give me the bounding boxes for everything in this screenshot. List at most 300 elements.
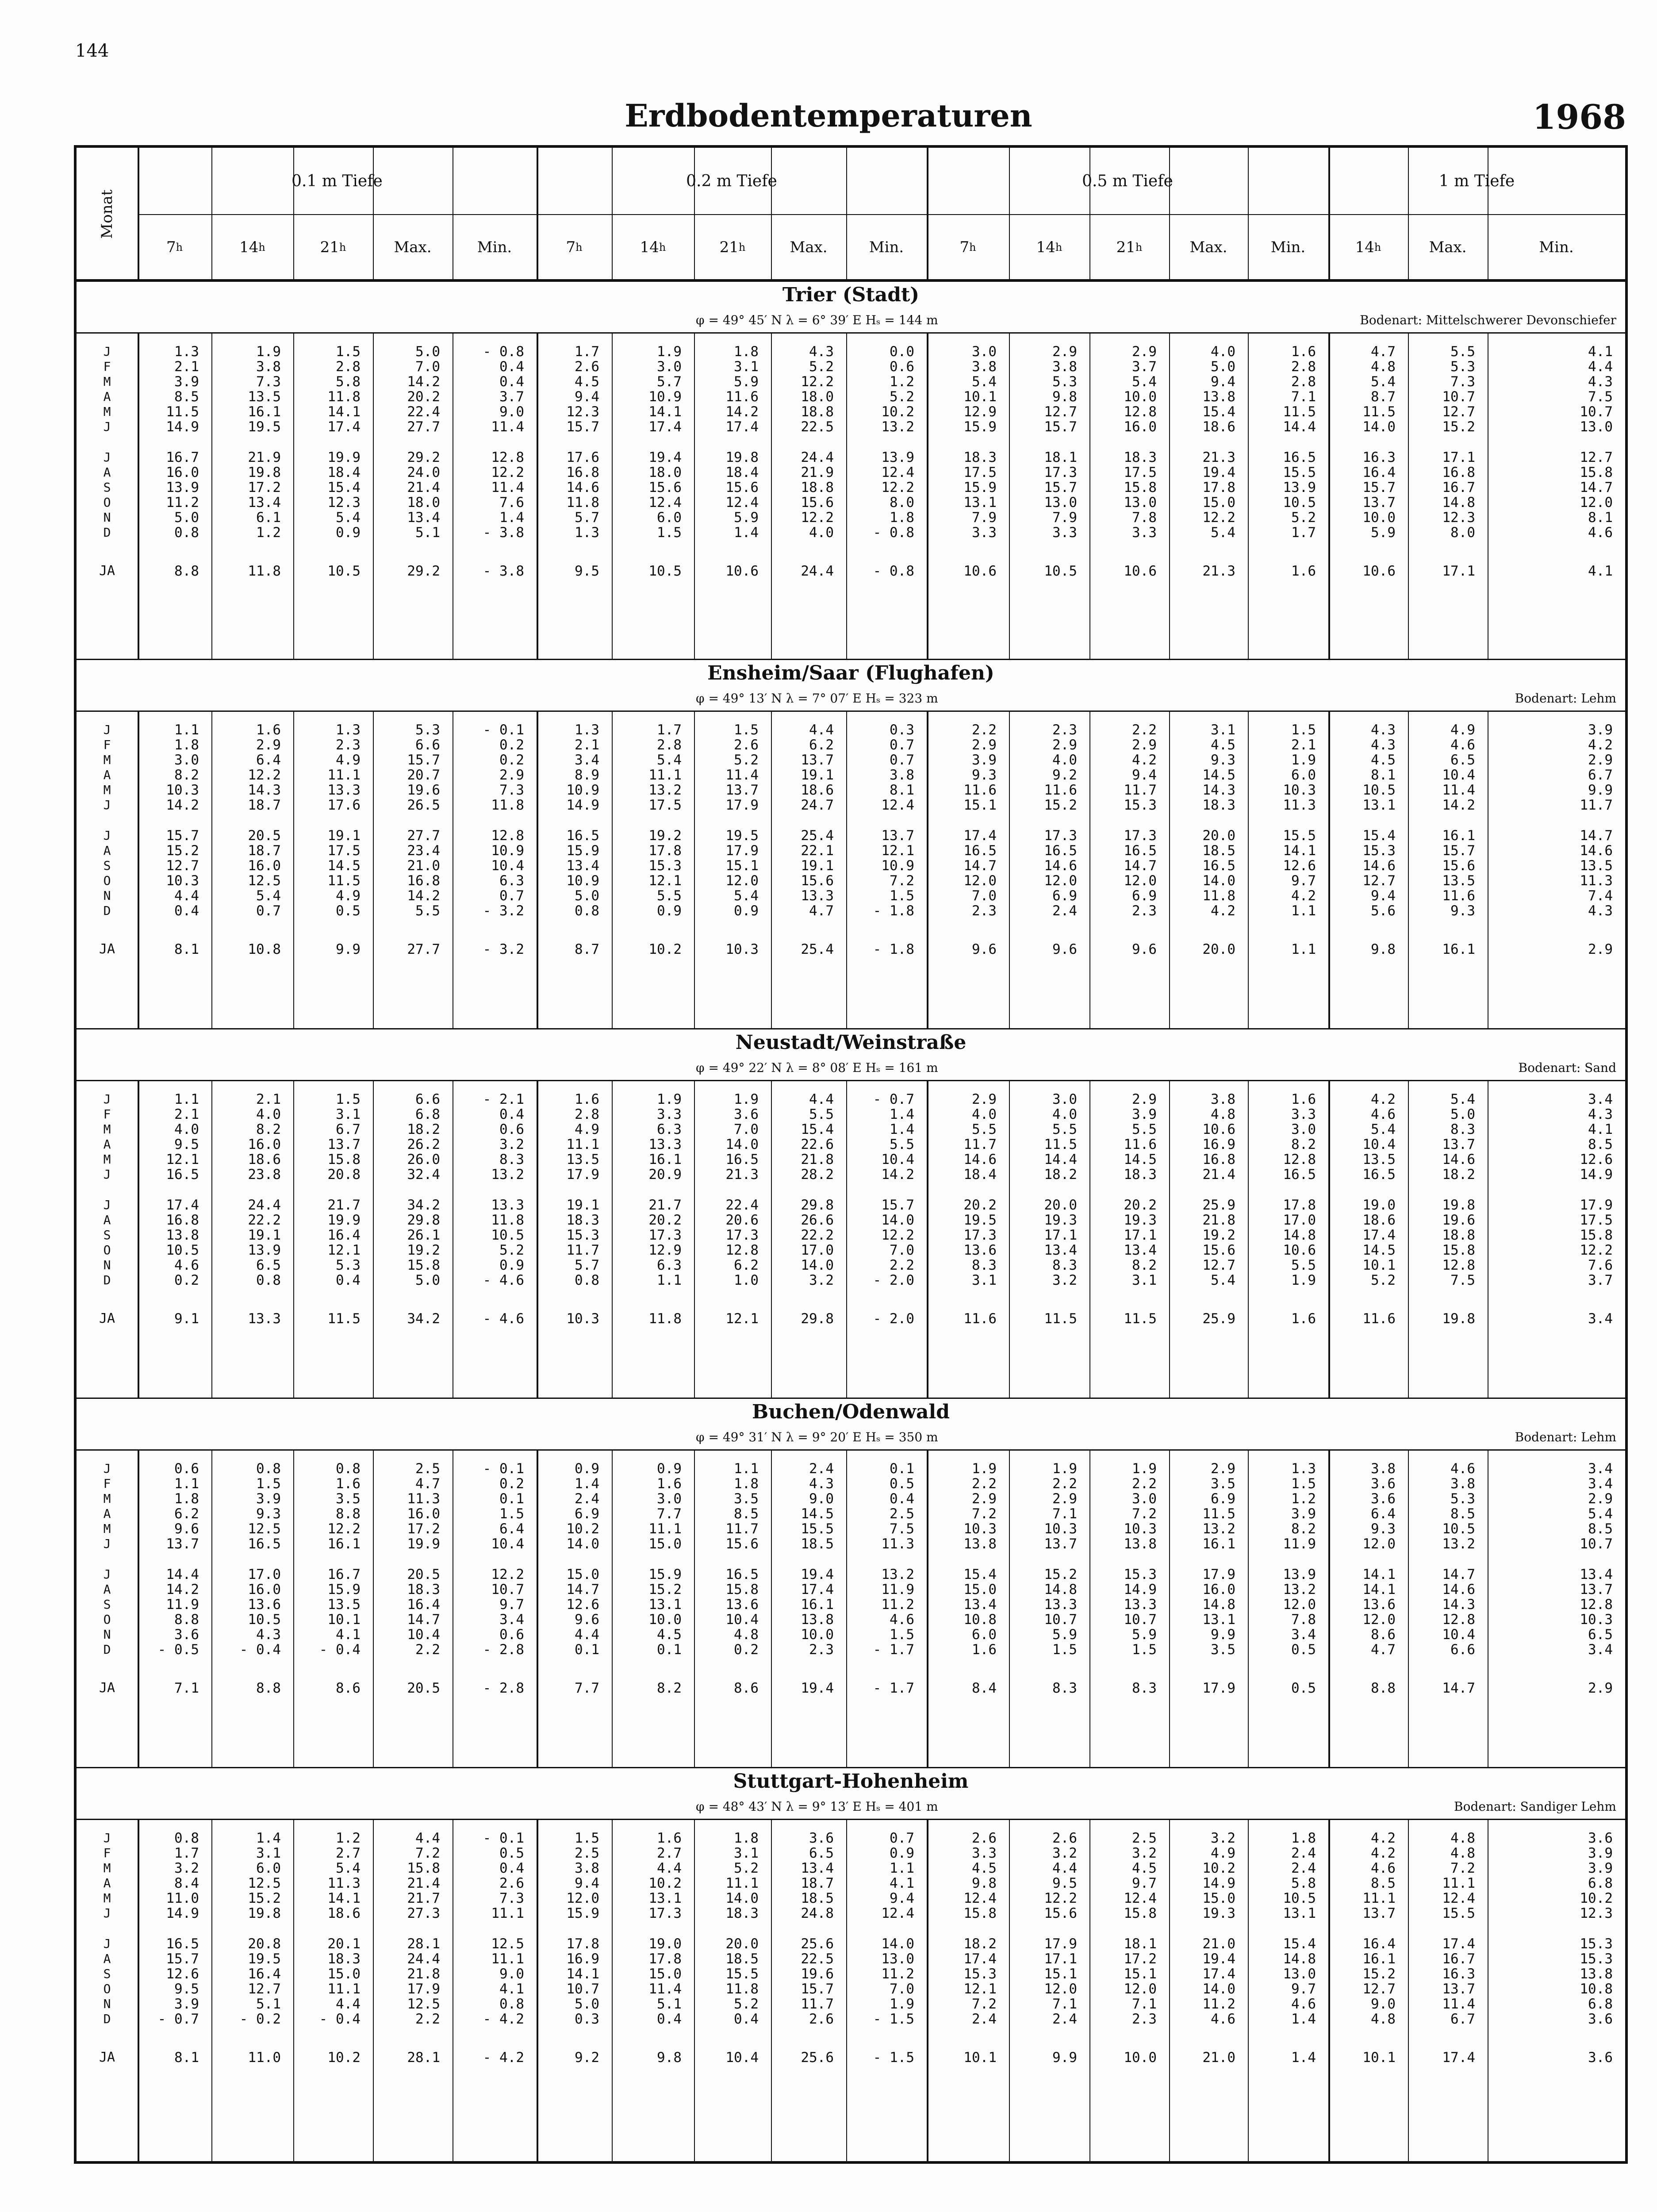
table-cell: 18.6	[1202, 419, 1235, 435]
month-row	[77, 1951, 1625, 1966]
table-cell: 0.6	[499, 1627, 524, 1643]
table-cell: 7.1	[174, 1680, 199, 1696]
table-cell: 1.9	[256, 344, 281, 360]
table-cell: 10.2	[1580, 1890, 1613, 1906]
table-cell: 12.2	[801, 510, 834, 526]
table-cell: 24.4	[248, 1197, 281, 1213]
table-cell: 23.4	[407, 843, 440, 859]
table-cell: - 1.5	[873, 2050, 914, 2066]
table-cell: 18.2	[1442, 1167, 1475, 1183]
table-cell: 12.2	[1202, 510, 1235, 526]
page-title: Erdbodentemperaturen	[625, 97, 1032, 134]
table-cell: 6.2	[734, 1257, 759, 1273]
table-cell: 0.6	[890, 359, 914, 375]
table-cell: - 0.8	[873, 563, 914, 579]
month-row	[77, 1122, 1625, 1137]
month-row	[77, 1092, 1625, 1107]
table-cell: 4.3	[1588, 1106, 1613, 1122]
table-cell: 11.2	[166, 495, 199, 511]
table-cell: 10.3	[1283, 782, 1316, 798]
table-cell: 0.4	[174, 903, 199, 919]
table-cell: 24.4	[407, 1951, 440, 1967]
month-row	[77, 873, 1625, 888]
table-cell: 6.8	[1588, 1996, 1613, 2012]
table-cell: 3.1	[336, 1106, 361, 1122]
table-cell: 10.0	[648, 1612, 682, 1628]
table-cell: 13.4	[407, 510, 440, 526]
table-cell: 5.5	[1291, 1257, 1316, 1273]
table-cell: 19.3	[1124, 1212, 1157, 1228]
station-name: Stuttgart-Hohenheim	[733, 1770, 969, 1793]
table-cell: - 2.0	[873, 1311, 914, 1327]
table-cell: 12.2	[881, 480, 914, 495]
table-cell: 18.4	[725, 465, 759, 480]
table-cell: 3.0	[1132, 1491, 1157, 1507]
table-cell: 17.9	[1044, 1936, 1077, 1952]
table-cell: 19.1	[566, 1197, 599, 1213]
table-cell: 14.1	[327, 1890, 361, 1906]
table-cell: 9.4	[575, 389, 599, 405]
table-cell: 10.4	[725, 2050, 759, 2066]
table-cell: 4.3	[256, 1627, 281, 1643]
table-cell: 1.5	[734, 722, 759, 738]
table-cell: 14.1	[327, 404, 361, 420]
table-cell: 21.3	[1202, 563, 1235, 579]
table-cell: 4.4	[174, 888, 199, 904]
table-cell: 15.8	[963, 1905, 997, 1921]
table-cell: 4.5	[1132, 1860, 1157, 1876]
table-cell: 15.7	[801, 1981, 834, 1997]
table-cell: 1.4	[256, 1830, 281, 1846]
month-row	[77, 1936, 1625, 1951]
table-cell: 6.4	[499, 1521, 524, 1537]
table-cell: 10.6	[725, 563, 759, 579]
table-cell: 14.8	[1044, 1582, 1077, 1598]
table-cell: 13.0	[881, 1951, 914, 1967]
table-cell: 1.8	[174, 1491, 199, 1507]
table-cell: 19.5	[248, 1951, 281, 1967]
table-cell: 15.6	[801, 495, 834, 511]
table-cell: 6.3	[657, 1257, 682, 1273]
table-cell: 12.5	[248, 1875, 281, 1891]
table-cell: 5.8	[1291, 1875, 1316, 1891]
table-cell: 6.1	[256, 510, 281, 526]
month-label: F	[103, 359, 111, 374]
table-cell: 14.1	[1362, 1582, 1396, 1598]
table-cell: 14.7	[1580, 480, 1613, 495]
table-cell: 8.3	[1132, 1680, 1157, 1696]
month-row	[77, 495, 1625, 510]
table-cell: 14.2	[725, 404, 759, 420]
table-cell: 12.5	[248, 1521, 281, 1537]
table-cell: 3.8	[1450, 1476, 1475, 1492]
table-cell: 7.9	[972, 510, 997, 526]
table-cell: 15.6	[1044, 1905, 1077, 1921]
table-cell: 18.3	[327, 1951, 361, 1967]
table-cell: 15.2	[1362, 1966, 1396, 1982]
table-cell: 11.4	[491, 419, 524, 435]
table-cell: 0.5	[336, 903, 361, 919]
table-cell: 6.4	[256, 752, 281, 768]
table-cell: 13.9	[881, 449, 914, 465]
table-cell: 15.6	[1442, 858, 1475, 874]
table-cell: 13.1	[648, 1890, 682, 1906]
table-cell: 29.8	[801, 1197, 834, 1213]
table-cell: 9.7	[1291, 873, 1316, 889]
table-cell: 16.5	[166, 1167, 199, 1183]
month-row	[77, 480, 1625, 495]
table-cell: 5.0	[1211, 359, 1235, 375]
month-row	[77, 344, 1625, 359]
table-cell: 20.0	[725, 1936, 759, 1952]
table-cell: 16.5	[166, 1936, 199, 1952]
table-cell: 19.1	[248, 1227, 281, 1243]
table-cell: - 4.2	[483, 2050, 524, 2066]
column-header-label: Min.	[1270, 238, 1306, 256]
table-cell: 10.7	[1442, 389, 1475, 405]
column-header	[293, 214, 373, 280]
table-cell: 13.7	[1044, 1536, 1077, 1552]
table-cell: 9.3	[1371, 1521, 1396, 1537]
table-cell: 5.2	[734, 752, 759, 768]
table-cell: - 1.7	[873, 1680, 914, 1696]
table-cell: 14.6	[1442, 1152, 1475, 1167]
table-cell: 1.6	[1291, 1091, 1316, 1107]
table-cell: 0.7	[890, 752, 914, 768]
table-cell: 16.7	[166, 449, 199, 465]
table-cell: 16.1	[1362, 1951, 1396, 1967]
table-cell: 10.3	[566, 1311, 599, 1327]
table-cell: 25.9	[1202, 1197, 1235, 1213]
table-cell: 19.5	[963, 1212, 997, 1228]
table-cell: 12.0	[566, 1890, 599, 1906]
month-row	[77, 1906, 1625, 1921]
table-cell: 17.6	[566, 449, 599, 465]
table-cell: 19.0	[648, 1936, 682, 1952]
table-cell: 1.5	[890, 888, 914, 904]
column-header	[453, 214, 537, 280]
table-cell: 16.4	[1362, 465, 1396, 480]
table-cell: 4.7	[415, 1476, 440, 1492]
table-cell: 16.1	[327, 1536, 361, 1552]
table-cell: 11.4	[725, 767, 759, 783]
table-cell: 10.3	[725, 941, 759, 957]
table-cell: 10.4	[491, 858, 524, 874]
table-cell: - 3.2	[483, 941, 524, 957]
table-cell: 15.9	[648, 1567, 682, 1582]
table-cell: 3.4	[1588, 1642, 1613, 1658]
table-cell: 16.4	[1362, 1936, 1396, 1952]
table-cell: 15.4	[1362, 828, 1396, 844]
table-cell: 5.7	[657, 374, 682, 390]
table-cell: 8.8	[336, 1506, 361, 1522]
table-cell: 20.2	[963, 1197, 997, 1213]
table-cell: 17.4	[801, 1582, 834, 1598]
table-cell: 3.9	[1132, 1106, 1157, 1122]
table-cell: 6.0	[256, 1860, 281, 1876]
table-cell: 4.0	[256, 1106, 281, 1122]
table-cell: 0.7	[256, 903, 281, 919]
month-label: S	[103, 1966, 111, 1981]
table-cell: 3.0	[1291, 1121, 1316, 1137]
table-cell: 1.4	[499, 510, 524, 526]
table-cell: 26.0	[407, 1152, 440, 1167]
table-cell: 3.4	[575, 752, 599, 768]
table-cell: 22.4	[407, 404, 440, 420]
table-cell: 2.8	[336, 359, 361, 375]
table-cell: 9.5	[174, 1137, 199, 1152]
month-label: D	[103, 525, 111, 540]
table-cell: 4.4	[575, 1627, 599, 1643]
table-cell: 0.8	[499, 1996, 524, 2012]
table-cell: 6.9	[575, 1506, 599, 1522]
table-cell: 12.8	[491, 449, 524, 465]
month-label: F	[103, 1846, 111, 1860]
table-cell: 15.6	[801, 873, 834, 889]
month-label: J	[103, 1567, 111, 1582]
table-cell: 12.2	[801, 374, 834, 390]
table-cell: 6.7	[336, 1121, 361, 1137]
table-cell: 3.3	[657, 1106, 682, 1122]
table-cell: 8.8	[174, 1612, 199, 1628]
table-cell: 12.0	[1124, 1981, 1157, 1997]
month-row	[77, 1891, 1625, 1906]
table-cell: 29.2	[407, 563, 440, 579]
table-cell: 0.6	[499, 1121, 524, 1137]
table-cell: 11.1	[1442, 1875, 1475, 1891]
table-cell: 5.2	[890, 389, 914, 405]
table-cell: 2.3	[1132, 2011, 1157, 2027]
table-cell: 1.5	[336, 1091, 361, 1107]
table-cell: 3.3	[1132, 525, 1157, 541]
table-cell: 16.7	[1442, 1951, 1475, 1967]
table-cell: 17.6	[327, 797, 361, 813]
month-row	[77, 1536, 1625, 1551]
table-cell: 9.6	[174, 1521, 199, 1537]
table-cell: 11.8	[491, 797, 524, 813]
table-cell: 9.3	[256, 1506, 281, 1522]
table-cell: 12.5	[491, 1936, 524, 1952]
table-cell: 0.4	[336, 1272, 361, 1288]
table-cell: 21.3	[1202, 449, 1235, 465]
table-cell: 8.8	[174, 563, 199, 579]
table-cell: 16.4	[327, 1227, 361, 1243]
soil-temperature-table	[74, 145, 1628, 2164]
table-cell: 5.5	[1450, 344, 1475, 360]
table-cell: 8.3	[972, 1257, 997, 1273]
table-cell: 14.9	[1202, 1875, 1235, 1891]
table-cell: 1.6	[1291, 344, 1316, 360]
table-cell: 13.8	[1580, 1966, 1613, 1982]
table-cell: 9.8	[1052, 389, 1077, 405]
table-cell: 4.2	[1588, 737, 1613, 753]
table-cell: 0.8	[256, 1272, 281, 1288]
table-cell: 29.8	[801, 1311, 834, 1327]
table-cell: 5.3	[415, 722, 440, 738]
table-cell: 2.4	[575, 1491, 599, 1507]
table-cell: 2.8	[1291, 374, 1316, 390]
table-cell: 11.8	[648, 1311, 682, 1327]
table-cell: 7.1	[1132, 1996, 1157, 2012]
table-cell: 32.4	[407, 1167, 440, 1183]
table-cell: 4.6	[1450, 737, 1475, 753]
table-cell: 9.4	[1371, 888, 1396, 904]
table-cell: 1.1	[734, 1461, 759, 1477]
table-cell: 8.0	[1450, 525, 1475, 541]
table-cell: 10.3	[1124, 1521, 1157, 1537]
month-row	[77, 888, 1625, 903]
table-cell: 5.3	[336, 1257, 361, 1273]
table-cell: 11.5	[166, 404, 199, 420]
table-cell: 7.6	[499, 495, 524, 511]
table-cell: 0.5	[1291, 1680, 1316, 1696]
table-cell: 18.3	[1202, 797, 1235, 813]
table-cell: - 3.8	[483, 525, 524, 541]
table-cell: 10.3	[166, 782, 199, 798]
month-row	[77, 1167, 1625, 1182]
table-cell: 21.4	[1202, 1167, 1235, 1183]
table-cell: 15.8	[1580, 1227, 1613, 1243]
table-cell: 0.2	[734, 1642, 759, 1658]
column-header-label: Min.	[1539, 238, 1574, 256]
table-cell: 6.4	[1371, 1506, 1396, 1522]
month-row	[77, 1273, 1625, 1288]
month-row	[77, 1567, 1625, 1582]
table-cell: 11.3	[407, 1491, 440, 1507]
month-label: M	[103, 1491, 111, 1506]
table-cell: 12.4	[1124, 1890, 1157, 1906]
table-cell: 2.3	[809, 1642, 834, 1658]
table-cell: 0.0	[890, 344, 914, 360]
table-cell: 24.7	[801, 797, 834, 813]
table-cell: 5.5	[809, 1106, 834, 1122]
table-cell: 15.3	[1124, 797, 1157, 813]
column-header-sup: h	[575, 241, 583, 253]
month-label: M	[103, 404, 111, 419]
table-cell: 7.5	[890, 1521, 914, 1537]
month-row	[77, 1243, 1625, 1258]
table-cell: 10.5	[1283, 495, 1316, 511]
table-cell: 2.1	[174, 1106, 199, 1122]
table-cell: 26.6	[801, 1212, 834, 1228]
table-cell: 1.3	[1291, 1461, 1316, 1477]
table-cell: 12.8	[1283, 1152, 1316, 1167]
table-cell: 15.8	[1124, 480, 1157, 495]
month-row	[77, 1627, 1625, 1642]
table-cell: 15.1	[1044, 1966, 1077, 1982]
table-cell: 2.2	[415, 2011, 440, 2027]
table-cell: 10.4	[1362, 1137, 1396, 1152]
table-cell: 17.4	[1442, 1936, 1475, 1952]
table-cell: 12.1	[166, 1152, 199, 1167]
table-cell: 15.2	[248, 1890, 281, 1906]
table-cell: 7.0	[734, 1121, 759, 1137]
table-cell: 12.7	[1202, 1257, 1235, 1273]
column-header-label: 7	[566, 238, 576, 256]
table-cell: 10.6	[1202, 1121, 1235, 1137]
table-cell: 13.9	[248, 1242, 281, 1258]
table-cell: 3.6	[1371, 1491, 1396, 1507]
table-cell: 20.5	[248, 828, 281, 844]
table-cell: 1.9	[657, 1091, 682, 1107]
table-cell: 6.0	[1291, 767, 1316, 783]
table-cell: 14.2	[881, 1167, 914, 1183]
table-cell: 14.6	[963, 1152, 997, 1167]
table-cell: 13.3	[1044, 1597, 1077, 1613]
month-label: A	[103, 465, 111, 480]
table-cell: 2.6	[499, 1875, 524, 1891]
table-cell: 5.0	[415, 344, 440, 360]
table-cell: 13.4	[1580, 1567, 1613, 1582]
table-cell: 10.5	[1044, 563, 1077, 579]
table-cell: 3.3	[1291, 1106, 1316, 1122]
table-cell: 15.7	[1044, 419, 1077, 435]
table-cell: 11.4	[1442, 782, 1475, 798]
table-cell: 4.3	[809, 344, 834, 360]
month-label: J	[103, 419, 111, 434]
table-cell: 2.2	[972, 1476, 997, 1492]
table-cell: 10.1	[1362, 1257, 1396, 1273]
table-cell: 8.6	[1371, 1627, 1396, 1643]
table-cell: 2.4	[972, 2011, 997, 2027]
table-cell: 0.7	[499, 888, 524, 904]
table-cell: 13.8	[963, 1536, 997, 1552]
table-cell: 26.1	[407, 1227, 440, 1243]
table-cell: 12.2	[248, 767, 281, 783]
table-cell: 5.4	[1211, 1272, 1235, 1288]
table-cell: 5.5	[657, 888, 682, 904]
table-cell: - 2.1	[483, 1091, 524, 1107]
table-cell: 19.3	[1202, 1905, 1235, 1921]
table-cell: 18.3	[407, 1582, 440, 1598]
table-cell: 21.8	[1202, 1212, 1235, 1228]
column-header-label: 21	[719, 238, 739, 256]
table-cell: 4.4	[415, 1830, 440, 1846]
table-cell: 2.8	[1291, 359, 1316, 375]
table-cell: 1.3	[575, 722, 599, 738]
table-cell: 4.6	[1371, 1860, 1396, 1876]
month-row	[77, 828, 1625, 843]
table-cell: 0.8	[575, 1272, 599, 1288]
table-cell: 0.4	[499, 359, 524, 375]
table-cell: 3.3	[1052, 525, 1077, 541]
table-cell: 2.1	[575, 737, 599, 753]
table-cell: 4.9	[1450, 722, 1475, 738]
table-cell: 18.8	[801, 404, 834, 420]
table-cell: 14.4	[166, 1567, 199, 1582]
table-cell: 19.8	[248, 1905, 281, 1921]
table-cell: 21.4	[407, 480, 440, 495]
table-cell: 15.3	[963, 1966, 997, 1982]
column-header-sup: h	[1055, 241, 1062, 253]
table-cell: 2.9	[972, 1491, 997, 1507]
table-cell: 8.1	[1371, 767, 1396, 783]
table-cell: 11.5	[1044, 1311, 1077, 1327]
column-header-label: Max.	[1429, 238, 1467, 256]
table-cell: 4.4	[657, 1860, 682, 1876]
table-cell: 12.0	[1580, 495, 1613, 511]
table-cell: 7.5	[1588, 389, 1613, 405]
table-cell: 9.9	[1052, 2050, 1077, 2066]
table-cell: 12.8	[491, 828, 524, 844]
table-cell: 5.4	[972, 374, 997, 390]
table-cell: 27.3	[407, 1905, 440, 1921]
month-label: O	[103, 1982, 111, 1996]
table-cell: 8.2	[1132, 1257, 1157, 1273]
table-cell: 6.3	[657, 1121, 682, 1137]
table-cell: 1.5	[1052, 1642, 1077, 1658]
table-cell: 0.1	[499, 1491, 524, 1507]
